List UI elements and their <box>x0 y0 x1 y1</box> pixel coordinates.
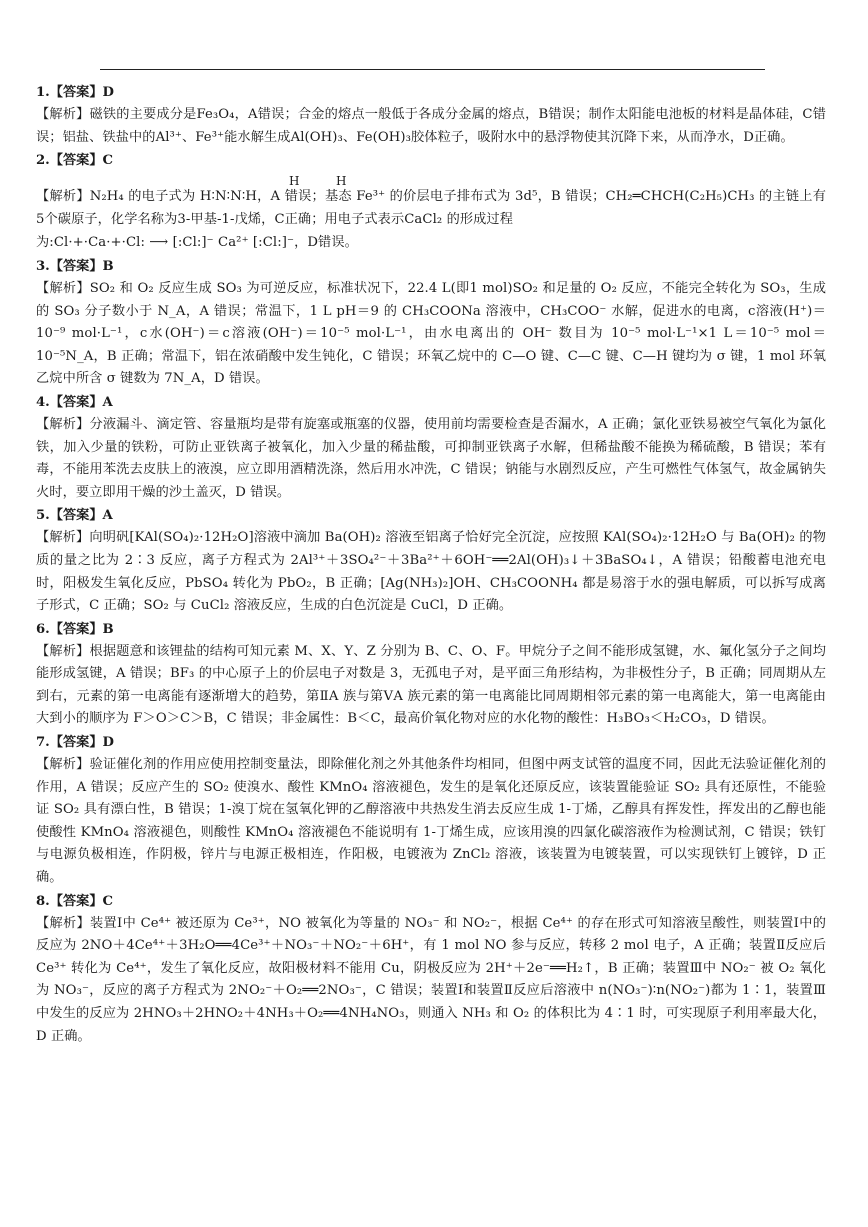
item-3 <box>36 256 826 391</box>
lewis-h-2: H <box>336 174 347 189</box>
item-8 <box>36 891 826 1049</box>
analysis-text: 【解析】装置Ⅰ中 Ce⁴⁺ 被还原为 Ce³⁺，NO 被氧化为等量的 NO₃⁻ 和 NO₂⁻，根据 Ce⁴⁺ 的存在形式可知溶液呈酸性，则装置Ⅰ中的反应为 2NO＋4Ce⁴⁺＋3H₂O══4Ce³⁺＋NO₃⁻＋NO₂⁻＋6H⁺，有 1 mol NO 参与反应，转移 2 mol 电子，A 正确；装置Ⅱ反应后 Ce³⁺ 转化为 Ce⁴⁺，发生了氧化反应，故阳极材料不能用 Cu，阴极反应为 2H⁺＋2e⁻══H₂↑，B 正确；装置Ⅲ中 NO₂⁻ 被 O₂ 氧化为 NO₃⁻，反应的离子方程式为 2NO₂⁻＋O₂══2NO₃⁻，C 错误；装置Ⅰ和装置Ⅱ反应后溶液中 n(NO₃⁻)∶n(NO₂⁻)都为 1∶1，装置Ⅲ中发生的反应为 2HNO₃＋2HNO₂＋4NH₃＋O₂══4NH₄NO₃，则通入 NH₃ 和 O₂ 的体积比为 4∶1 时，可实现原子利用率最大化，D 正确。 <box>36 915 826 1044</box>
item-7 <box>36 732 826 890</box>
answer-sheet <box>36 82 826 1049</box>
analysis-text: 【解析】向明矾[KAl(SO₄)₂·12H₂O]溶液中滴加 Ba(OH)₂ 溶液至铝离子恰好完全沉淀，应按照 KAl(SO₄)₂·12H₂O 与 Ba(OH)₂ 的物质的量之比为 2∶3 反应，离子方程式为 2Al³⁺＋3SO₄²⁻＋3Ba²⁺＋6OH⁻══2Al(OH)₃↓＋3BaSO₄↓，A 错误；铅酸蓄电池充电时，阳极发生氧化反应，PbSO₄ 转化为 PbO₂，B 正确；[Ag(NH₃)₂]OH、CH₃COONH₄ 都是易溶于水的强电解质，可以拆写成离子形式，C 正确；SO₂ 与 CuCl₂ 溶液反应，生成的白色沉淀是 CuCl，D 正确。 <box>36 530 826 614</box>
item-6 <box>36 619 826 731</box>
answer-label: 4.【答案】A <box>36 394 113 410</box>
lewis-h-1: H <box>289 174 300 189</box>
item-4 <box>36 392 826 504</box>
lewis-h-row <box>36 172 826 189</box>
analysis-text: 【解析】N₂H₄ 的电子式为 H∶N∶N∶H，A 错误；基态 Fe³⁺ 的价层电子排布式为 3d⁵，B 错误；CH₂═CHCH(C₂H₅)CH₃ 的主链上有5个碳原子，化学名称为3-甲基-1-戊烯，C正确；用电子式表示CaCl₂ 的形成过程 <box>36 189 826 227</box>
answer-label: 6.【答案】B <box>36 621 114 637</box>
analysis-text: 【解析】SO₂ 和 O₂ 反应生成 SO₃ 为可逆反应，标准状况下，22.4 L(即1 mol)SO₂ 和足量的 O₂ 反应，不能完全转化为 SO₃，生成的 SO₃ 分子数小于 N_A，A 错误；常温下，1 L pH＝9 的 CH₃COONa 溶液中，CH₃COO⁻ 水解，促进水的电离，c溶液(H⁺)＝10⁻⁹ mol·L⁻¹，c水(OH⁻)＝c溶液(OH⁻)＝10⁻⁵ mol·L⁻¹，由水电离出的 OH⁻ 数目为 10⁻⁵ mol·L⁻¹×1 L＝10⁻⁵ mol＝10⁻⁵N_A，B 正确；常温下，铝在浓硝酸中发生钝化，C 错误；环氧乙烷中的 C—O 键、C—C 键、C—H 键均为 σ 键，1 mol 环氧乙烷中所含 σ 键数为 7N_A，D 错误。 <box>36 280 826 387</box>
analysis-text: 【解析】分液漏斗、滴定管、容量瓶均是带有旋塞或瓶塞的仪器，使用前均需要检查是否漏水，A 正确；氯化亚铁易被空气氧化为氯化铁，加入少量的铁粉，可防止亚铁离子被氧化，加入少量的稀盐酸，可抑制亚铁离子水解，但稀盐酸不能换为稀硫酸，B 错误；苯有毒，不能用苯洗去皮肤上的液溴，应立即用酒精洗涤，然后用水冲洗，C 错误；钠能与水剧烈反应，产生可燃性气体氢气，故金属钠失火时，要立即用干燥的沙土盖灭，D 错误。 <box>36 416 826 500</box>
item-5 <box>36 505 826 617</box>
answer-label: 8.【答案】C <box>36 893 114 909</box>
header-rule <box>100 69 765 70</box>
item-1 <box>36 82 826 149</box>
answer-label: 1.【答案】D <box>36 85 114 100</box>
answer-label: 7.【答案】D <box>36 735 114 751</box>
analysis-text: 【解析】验证催化剂的作用应使用控制变量法，即除催化剂之外其他条件均相同，但图中两支试管的温度不同，因此无法验证催化剂的作用，A 错误；反应产生的 SO₂ 使溴水、酸性 KMnO₄ 溶液褪色，发生的是氧化还原反应，该装置能验证 SO₂ 具有还原性，不能验证 SO₂ 具有漂白性，B 错误；1-溴丁烷在氢氧化钾的乙醇溶液中共热发生消去反应生成 1-丁烯，乙醇具有挥发性，挥发出的乙醇也能使酸性 KMnO₄ 溶液褪色，则酸性 KMnO₄ 溶液褪色不能说明有 1-丁烯生成，应该用溴的四氯化碳溶液作为检测试剂，C 错误；铁钉与电源负极相连，作阴极，锌片与电源正极相连，作阳极，电镀液为 ZnCl₂ 溶液，该装置为电镀装置，可以实现铁钉上镀锌，D 正确。 <box>36 757 826 886</box>
item-2 <box>36 150 826 255</box>
answer-label: 3.【答案】B <box>36 258 114 274</box>
analysis-text: 【解析】根据题意和该锂盐的结构可知元素 M、X、Y、Z 分别为 B、C、O、F。甲烷分子之间不能形成氢键，水、氟化氢分子之间均能形成氢键，A 错误；BF₃ 的中心原子上的价层电子对数是 3，无孤电子对，是平面三角形结构，为非极性分子，B 正确；同周期从左到右，元素的第一电离能有逐渐增大的趋势，第ⅡA 族与第ⅤA 族元素的第一电离能比同周期相邻元素的第一电离能大，第一电离能由大到小的顺序为 F＞O＞C＞B，C 错误；非金属性：B＜C，最高价氧化物对应的水化物的酸性：H₃BO₃＜H₂CO₃，D 错误。 <box>36 643 826 727</box>
answer-label: 5.【答案】A <box>36 508 113 524</box>
analysis-text: 【解析】磁铁的主要成分是Fe₃O₄，A错误；合金的熔点一般低于各成分金属的熔点，B错误；制作太阳能电池板的材料是晶体硅，C错误；铝盐、铁盐中的Al³⁺、Fe³⁺能水解生成Al(OH)₃、Fe(OH)₃胶体粒子，吸附水中的悬浮物使其沉降下来，从而净水，D正确。 <box>36 107 826 145</box>
answer-label: 2.【答案】C <box>36 153 114 169</box>
cacl2-formation: 为:Cl·+·Ca·+·Cl: ⟶ [:Cl:]⁻ Ca²⁺ [:Cl:]⁻，D错误。 <box>36 235 358 251</box>
